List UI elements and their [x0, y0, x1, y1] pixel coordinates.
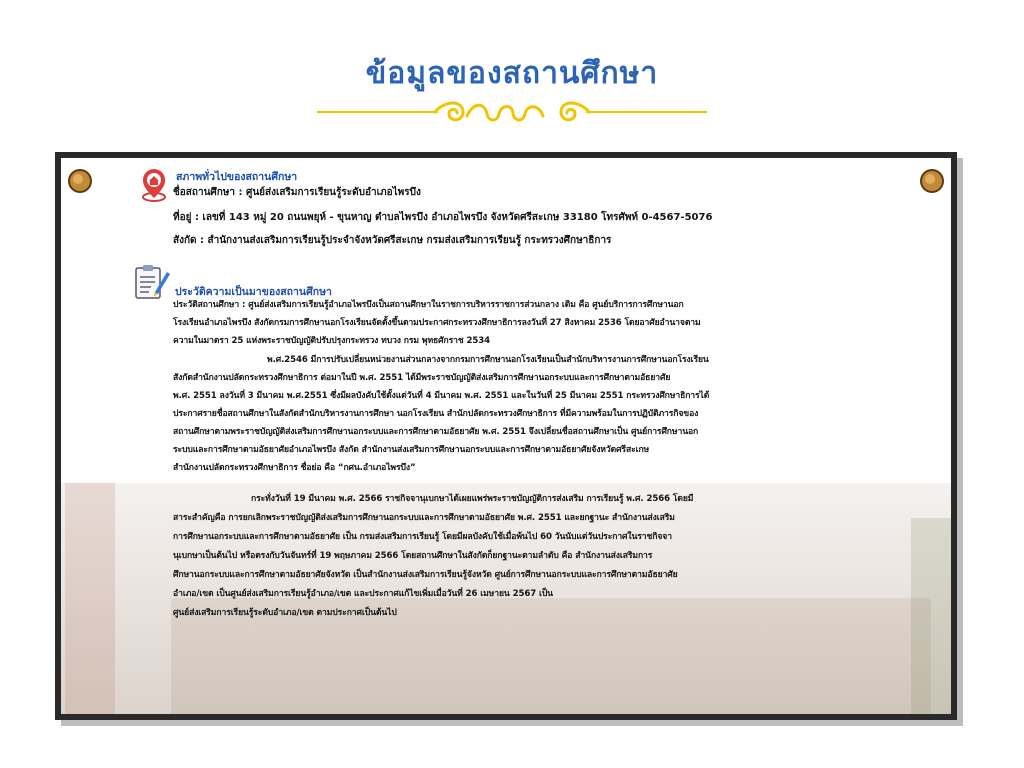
history-text-line: นุเบกษาเป็นต้นไป หรือตรงกับวันจันทร์ที่ 19 พฤษภาคม 2566 โดยสถานศึกษาในสังกัดก็ยกฐานะตามลำดับ คือ สำนักงานส่งเสริมการ: [173, 551, 653, 561]
history-text-line: ประวัติสถานศึกษา : ศูนย์ส่งเสริมการเรียนรู้อำเภอไพรบึงเป็นสถานศึกษาในราชการบริหารราชการส่วนกลาง เดิม คือ ศูนย์บริการการศึกษานอก: [173, 300, 684, 310]
general-section-heading: สภาพทั่วไปของสถานศึกษา: [176, 171, 298, 183]
clipboard-pencil-icon: [133, 262, 171, 302]
home-location-icon: [139, 168, 169, 202]
history-text-line: ระบบและการศึกษาตามอัธยาศัยอำเภอไพรบึง สังกัด สำนักงานส่งเสริมการศึกษานอกระบบและการศึกษาตามอัธยาศัยจังหวัดศรีสะเกษ: [173, 445, 650, 455]
history-text-line: ศูนย์ส่งเสริมการเรียนรู้ระดับอำเภอ/เขต ตามประกาศเป็นต้นไป: [173, 608, 397, 618]
history-text-line: สถานศึกษาตามพระราชบัญญัติส่งเสริมการศึกษานอกระบบและการศึกษาตามอัธยาศัย พ.ศ. 2551 จึงเปลี่ยนชื่อสถานศึกษาเป็น ศูนย์การศึกษานอก: [173, 427, 699, 437]
history-text-line: อำเภอ/เขต เป็นศูนย์ส่งเสริมการเรียนรู้อำเภอ/เขต และประกาศแก้ไขเพิ่มเมื่อวันที่ 26 เมษายน 2567 เป็น: [173, 589, 553, 599]
history-text-line: ศึกษานอกระบบและการศึกษาตามอัธยาศัยจังหวัด เป็นสำนักงานส่งเสริมการเรียนรู้จังหวัด ศูนย์การศึกษานอกระบบและการศึกษาตามอัธยาศัย: [173, 570, 678, 580]
pin-icon: [67, 168, 93, 194]
history-text-line: พ.ศ.2546 มีการปรับเปลี่ยนหน่วยงานส่วนกลางจากกรมการศึกษานอกโรงเรียนเป็นสำนักบริหารงานการศึกษานอกโรงเรียน: [267, 355, 709, 365]
history-text-line: สำนักงานปลัดกระทรวงศึกษาธิการ ชื่อย่อ คือ “กศน.อำเภอไพรบึง”: [173, 463, 416, 473]
pin-icon: [919, 168, 945, 194]
history-text-line: การศึกษานอกระบบและการศึกษาตามอัธยาศัย เป็น กรมส่งเสริมการเรียนรู้ โดยมีผลบังคับใช้เมื่อพ้นไป 60 วันนับแต่วันประกาศในราชกิจจา: [173, 532, 672, 542]
affiliation-line: สังกัด : สำนักงานส่งเสริมการเรียนรู้ประจำจังหวัดศรีสะเกษ กรมส่งเสริมการเรียนรู้ กระทรวงศึกษาธิการ: [173, 235, 612, 246]
history-text-line: ประกาศรายชื่อสถานศึกษาในสังกัดสำนักบริหารงานการศึกษา นอกโรงเรียน สำนักปลัดกระทรวงศึกษาธิการ ที่มีความพร้อมในการปฏิบัติภารกิจของ: [173, 409, 699, 419]
history-text-line: สังกัดสำนักงานปลัดกระทรวงศึกษาธิการ ต่อมาในปี พ.ศ. 2551 ได้มีพระราชบัญญัติส่งเสริมการศึกษานอกระบบและการศึกษาตามอัธยาศัย: [173, 373, 671, 383]
history-section-heading: ประวัติความเป็นมาของสถานศึกษา: [175, 286, 332, 298]
title-divider-ornament: [317, 92, 707, 130]
history-text-line: โรงเรียนอำเภอไพรบึง สังกัดกรมการศึกษานอกโรงเรียนจัดตั้งขึ้นตามประกาศกระทรวงศึกษาธิการลงวันที่ 27 สิงหาคม 2536 โดยอาศัยอำนาจตาม: [173, 318, 701, 328]
history-text-line: สาระสำคัญคือ การยกเลิกพระราชบัญญัติส่งเสริมการศึกษานอกระบบและการศึกษาตามอัธยาศัย พ.ศ. 2551 และยกฐานะ สำนักงานส่งเสริม: [173, 513, 675, 523]
background-pillar: [65, 483, 115, 720]
history-text-line: กระทั่งวันที่ 19 มีนาคม พ.ศ. 2566 ราชกิจจานุเบกษาได้เผยแพร่พระราชบัญญัติการส่งเสริม การเรียนรู้ พ.ศ. 2566 โดยมี: [251, 494, 694, 504]
page-title: ข้อมูลของสถานศึกษา: [365, 56, 659, 91]
info-board: [55, 152, 957, 720]
history-text-line: พ.ศ. 2551 ลงวันที่ 3 มีนาคม พ.ศ.2551 ซึ่งมีผลบังคับใช้ตั้งแต่วันที่ 4 มีนาคม พ.ศ. 2551 และในวันที่ 25 มีนาคม 2551 กระทรวงศึกษาธิการได้: [173, 391, 710, 401]
address-line: ที่อยู่ : เลขที่ 143 หมู่ 20 ถนนพยุห์ - ขุนหาญ ตำบลไพรบึง อำเภอไพรบึง จังหวัดศรีสะเกษ 33180 โทรศัพท์ 0-4567-5076: [173, 212, 713, 223]
history-text-line: ความในมาตรา 25 แห่งพระราชบัญญัติปรับปรุงกระทรวง ทบวง กรม พุทธศักราช 2534: [173, 336, 490, 346]
school-name-line: ชื่อสถานศึกษา : ศูนย์ส่งเสริมการเรียนรู้ระดับอำเภอไพรบึง: [173, 187, 421, 198]
